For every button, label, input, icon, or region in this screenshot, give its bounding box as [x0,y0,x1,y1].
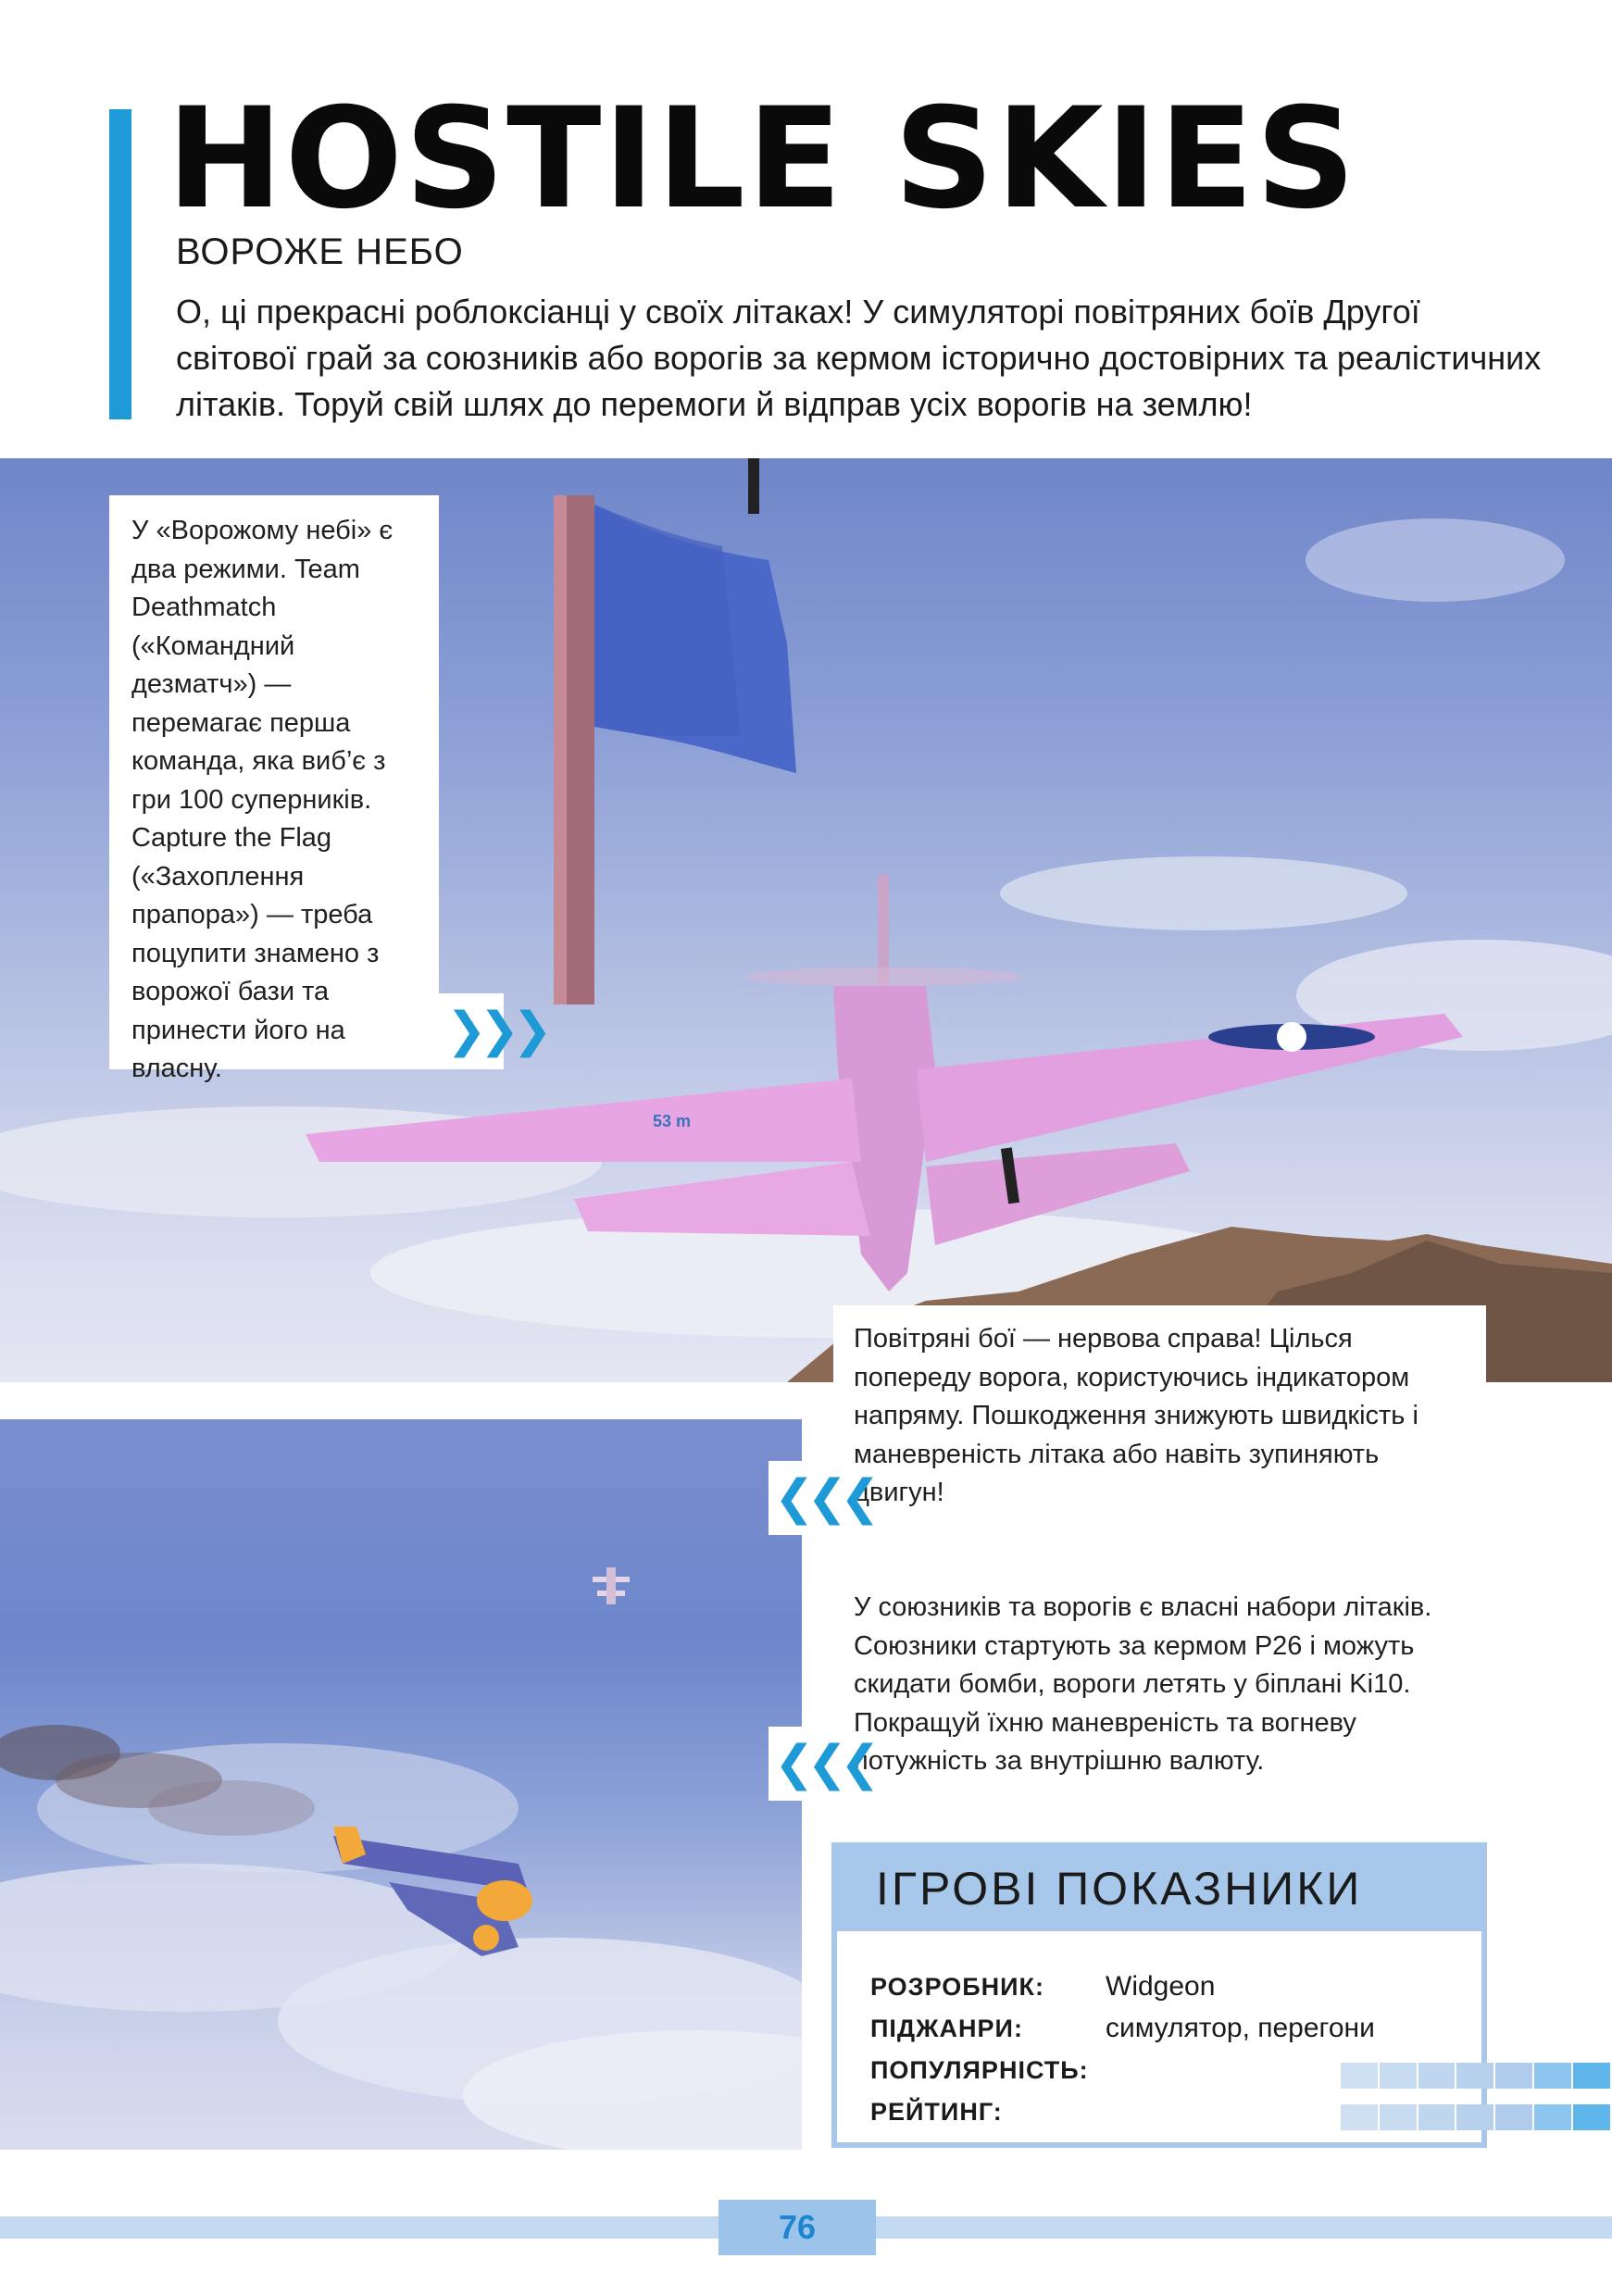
meter-marker [1296,2061,1300,2079]
meter-segment [1573,2104,1610,2130]
callout-game-modes [109,495,439,1083]
stats-developer-label: РОЗРОБНИК: [870,1973,1045,2001]
stats-popularity-label: ПОПУЛЯРНІСТЬ: [870,2056,1089,2084]
stats-subgenres-label: ПІДЖАНРИ: [870,2015,1023,2042]
screenshot-burning-plane [0,1419,802,2150]
callout-dogfight-tips-tab [769,1461,873,1535]
page-number-box [719,2200,876,2255]
chevron-right-icon: ❯❯❯ [446,1004,545,1057]
screenshot-burning-plane-illustration [0,1419,802,2150]
game-stats-header [837,1848,1481,1931]
meter-segment [1534,2063,1571,2089]
meter-segment [1573,2063,1610,2089]
game-stats-box [831,1842,1487,2148]
meter-segment [1456,2104,1493,2130]
callout-dogfight-tips [833,1305,1486,1535]
meter-segment [1534,2104,1571,2130]
meter-segment [1495,2063,1532,2089]
meter-segment [1341,2063,1378,2089]
popularity-meter [1106,2057,1491,2083]
rating-meter [1106,2099,1491,2125]
stats-developer-value: Widgeon [1106,1971,1216,2002]
meter-segment [1495,2104,1532,2130]
distance-label: 53 m [653,1112,692,1130]
chevron-left-icon: ❮❮❮ [774,1471,873,1525]
callout-plane-sets [833,1574,1486,1801]
callout-game-modes-text: У «Ворожому небі» є два режими. Team Deathmatch («Командний дезматч») — перемагає перша команда, яка виб’є з гри 100 суперників. Capture the Flag («Захоплення прапора») — треба поцупити знамено з ворожої бази та принести його на власну. [131,516,394,1083]
chevron-left-icon: ❮❮❮ [774,1737,873,1791]
game-stats-title: ІГРОВІ ПОКАЗНИКИ [876,1863,1363,1915]
intro-paragraph: О, ці прекрасні роблоксіанці у своїх літаках! У симуляторі повітряних боїв Другої світової грай за союзників або ворогів за кермом історично достовірних та реалістичних літаків. Торуй свій шлях до перемоги й відправ усіх ворогів на землю! [176,293,1542,423]
callout-plane-sets-text: У союзників та ворогів є власні набори літаків. Союзники стартують за кермом P26 і можуть скидати бомби, вороги летять у біплані Ki10. Покращуй їхню маневреність та вогневу потужність за внутрішню валюту. [854,1592,1432,1776]
callout-dogfight-tips-text: Повітряні бої — нервова справа! Цілься попереду ворога, користуючись індикатором напряму. Пошкодження знижують швидкість і маневреність літака або навіть зупиняють двигун! [854,1324,1418,1507]
meter-segment [1418,2063,1456,2089]
accent-bar [109,109,131,419]
page-number: 76 [778,2208,817,2246]
page-title: HOSTILE SKIES [167,79,1358,240]
meter-marker [1296,2103,1300,2121]
meter-segment [1380,2104,1417,2130]
meter-segment [1341,2104,1378,2130]
stats-rating-label: РЕЙТИНГ: [870,2098,1003,2126]
stats-subgenres-value: симулятор, перегони [1106,2013,1375,2043]
callout-game-modes-tab [439,993,545,1069]
page-subtitle: ВОРОЖЕ НЕБО [176,231,464,272]
meter-segment [1380,2063,1417,2089]
meter-segment [1418,2104,1456,2130]
meter-segment [1456,2063,1493,2089]
callout-plane-sets-tab [769,1727,873,1801]
